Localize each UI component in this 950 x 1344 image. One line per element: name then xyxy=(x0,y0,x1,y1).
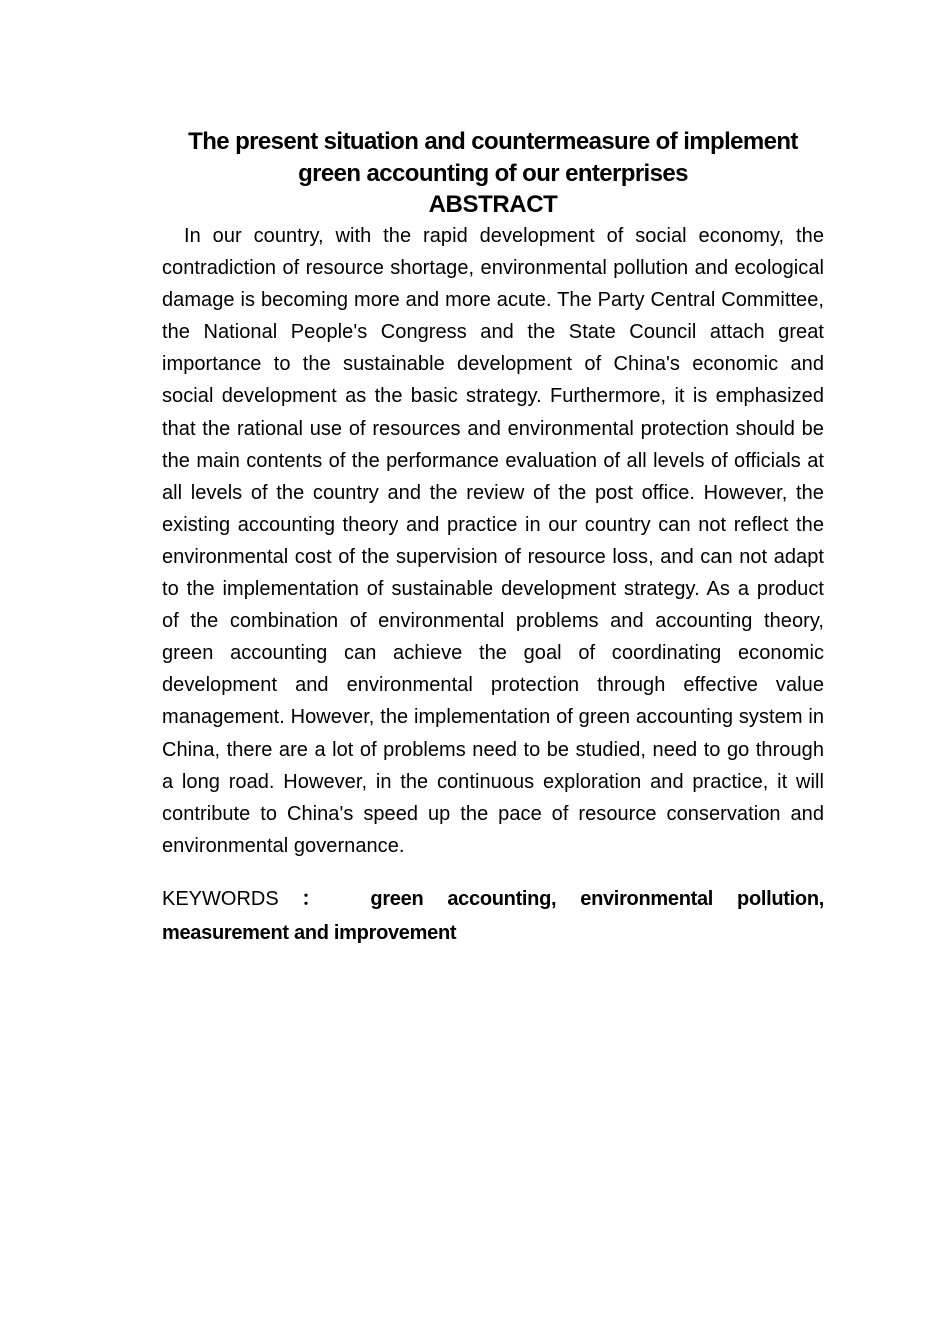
abstract-text: In our country, with the rapid development of social economy, the contradiction of resource shortage, environmental pollution and ecological damage is becoming more and more acute. The Party Central Committee, the National People's Congress and the State Council attach great importance to the sustainable development of China's economic and social development as the basic strategy. Furthermore, it is emphasized that the rational use of resources and environmental protection should be the main contents of the performance evaluation of all levels of officials at all levels of the country and the review of the post office. However, the existing accounting theory and practice in our country can not reflect the environmental cost of the supervision of resource loss, and can not adapt to the implementation of sustainable development strategy. As a product of the combination of environmental problems and accounting theory, green accounting can achieve the goal of coordinating economic development and environmental protection through effective value management. However, the implementation of green accounting system in China, there are a lot of problems need to be studied, need to go through a long road. However, in the continuous exploration and practice, it will contribute to China's speed up the pace of resource conservation and environmental governance. xyxy=(162,225,824,857)
keywords-line xyxy=(162,882,824,950)
keywords-label: KEYWORDS xyxy=(162,887,279,910)
abstract-heading: ABSTRACT xyxy=(428,191,558,218)
document-title: The present situation and countermeasure of implement green accounting of our enterprises xyxy=(188,128,798,187)
keywords-separator: ： xyxy=(282,887,341,910)
document-content xyxy=(162,126,824,950)
keywords-value: green accounting, environmental pollution, measurement and improvement xyxy=(162,887,824,944)
